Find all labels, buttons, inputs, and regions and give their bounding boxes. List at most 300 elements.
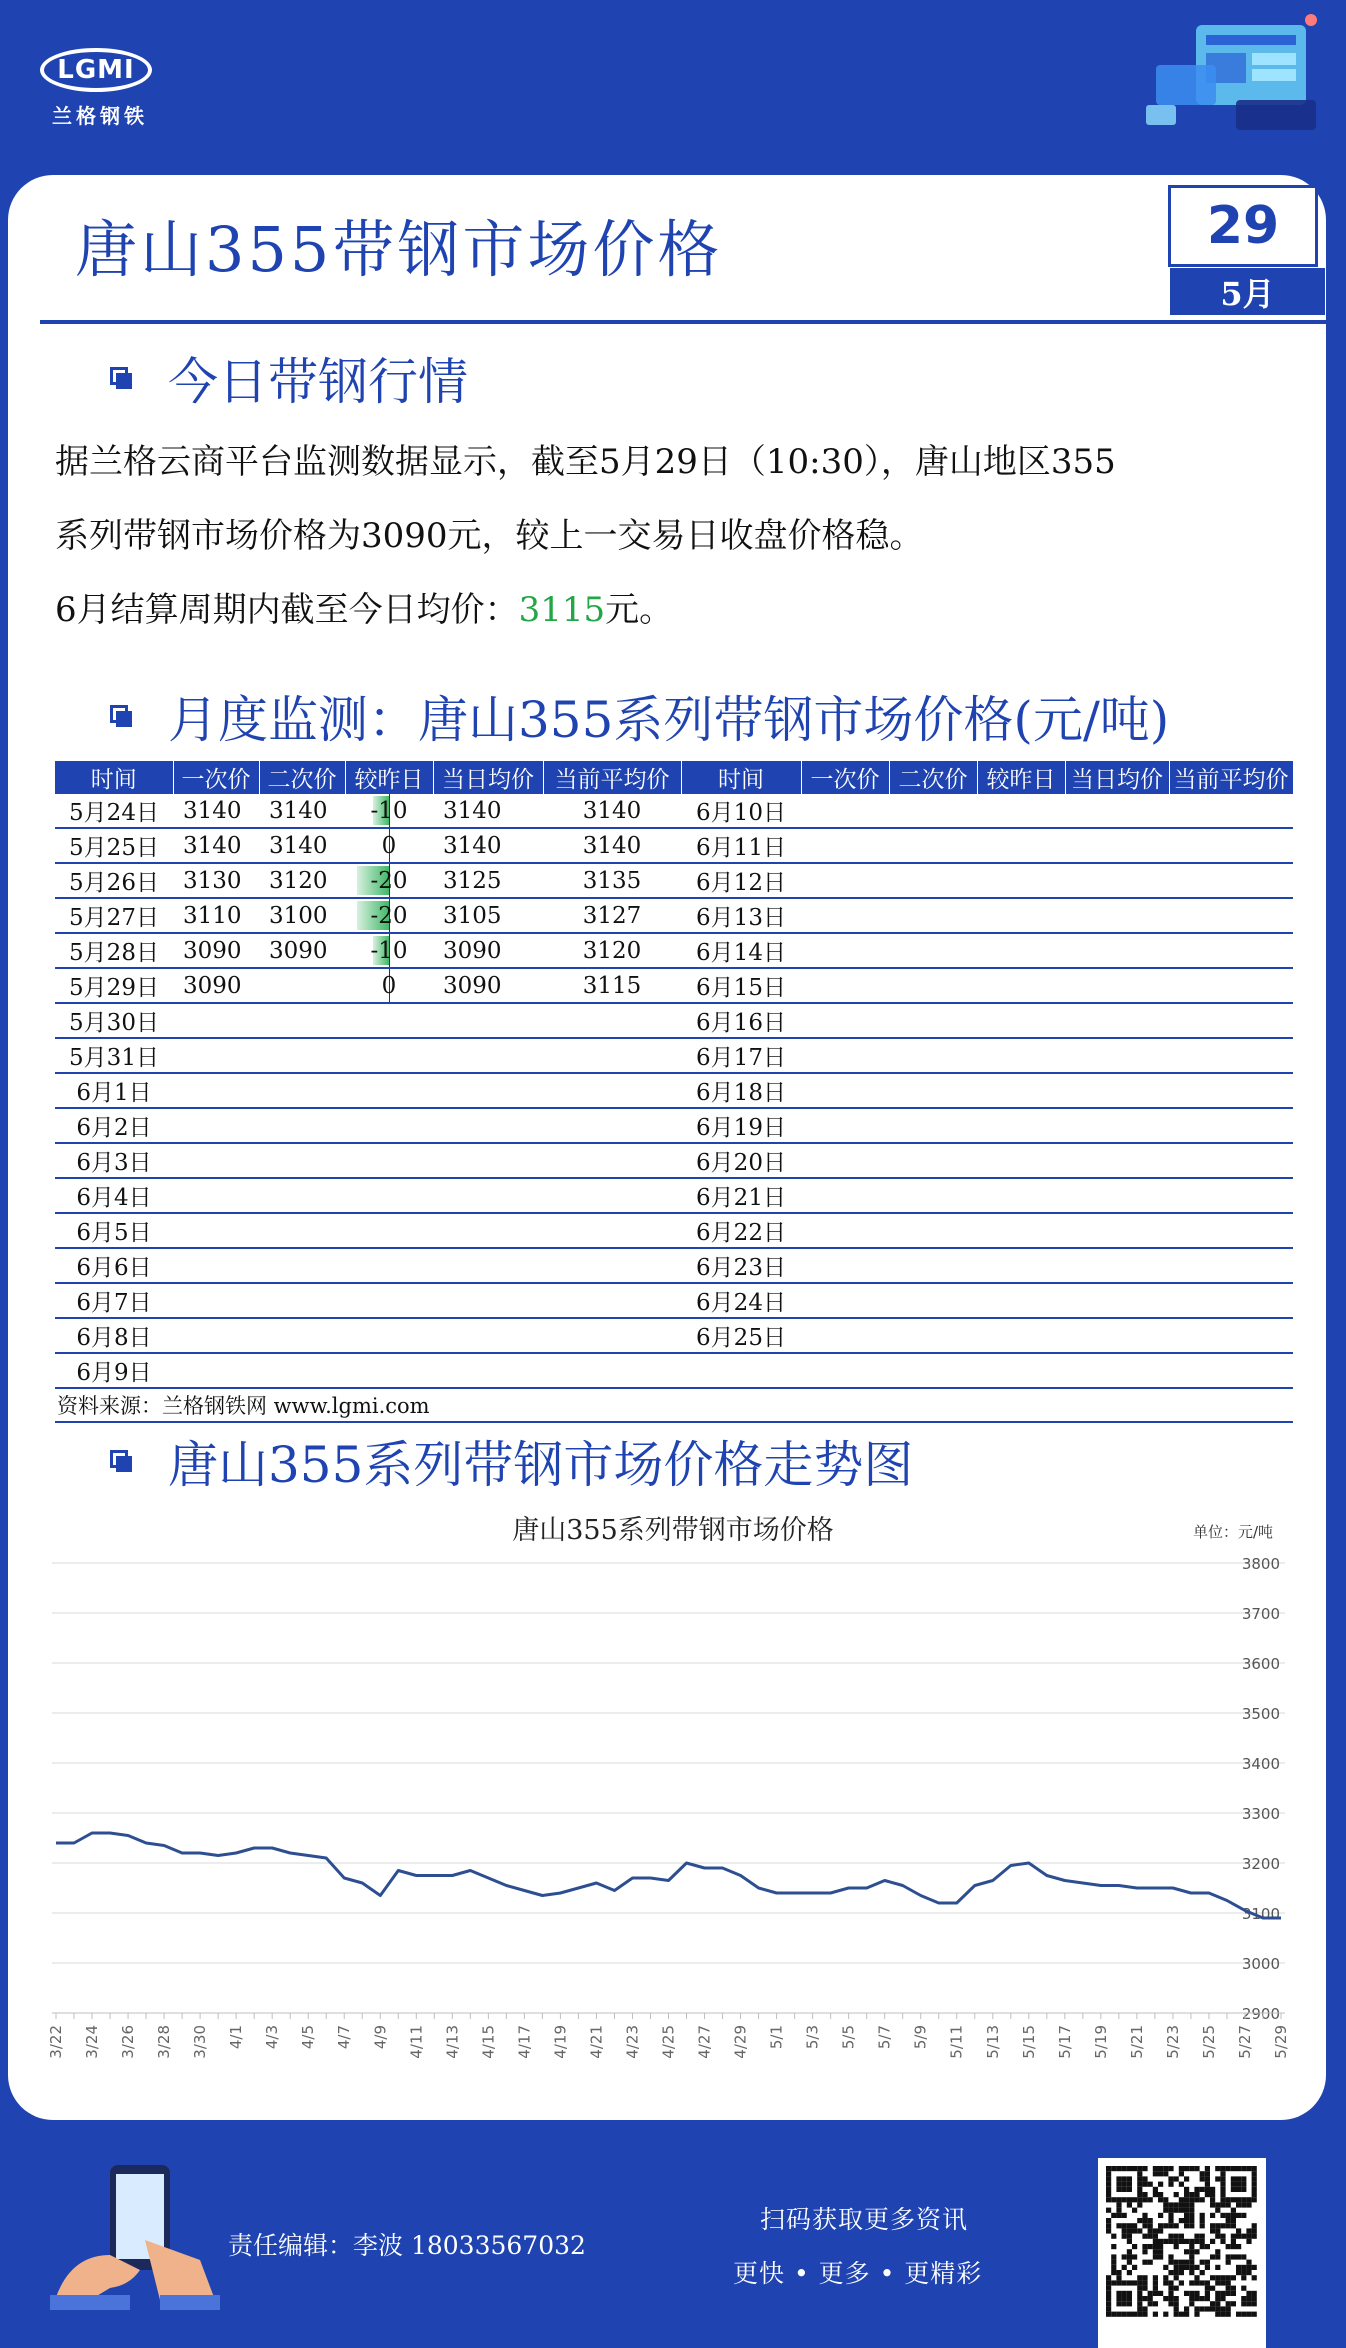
qr-module bbox=[1148, 2291, 1153, 2296]
phone-in-hand-icon bbox=[50, 2160, 220, 2310]
table-row bbox=[55, 1213, 1293, 1248]
x-tick-label: 4/9 bbox=[371, 2025, 389, 2049]
qr-module bbox=[1252, 2223, 1257, 2228]
y-tick-label: 3300 bbox=[1242, 1805, 1280, 1823]
qr-module bbox=[1168, 2239, 1173, 2244]
qr-module bbox=[1231, 2239, 1236, 2244]
x-tick-label: 4/29 bbox=[732, 2025, 750, 2059]
first-price-cell bbox=[801, 863, 889, 898]
qr-module bbox=[1137, 2202, 1142, 2207]
qr-module bbox=[1127, 2291, 1132, 2296]
date-cell: 6月11日 bbox=[681, 828, 801, 863]
current-average-cell bbox=[1169, 1003, 1293, 1038]
qr-module bbox=[1220, 2223, 1225, 2228]
y-tick-label: 3200 bbox=[1242, 1855, 1280, 1873]
qr-module bbox=[1241, 2296, 1246, 2301]
qr-module bbox=[1231, 2244, 1236, 2249]
qr-module bbox=[1174, 2270, 1179, 2275]
qr-module bbox=[1184, 2208, 1189, 2213]
daily-average-cell: 3125 bbox=[433, 863, 543, 898]
qr-module bbox=[1116, 2208, 1121, 2213]
qr-module bbox=[1252, 2182, 1257, 2187]
date-cell: 6月17日 bbox=[681, 1038, 801, 1073]
daily-average-cell bbox=[1065, 1283, 1169, 1318]
qr-module bbox=[1231, 2254, 1236, 2259]
date-cell: 6月20日 bbox=[681, 1143, 801, 1178]
qr-module bbox=[1252, 2234, 1257, 2239]
qr-module bbox=[1184, 2249, 1189, 2254]
table-row bbox=[55, 794, 1293, 828]
qr-module bbox=[1200, 2270, 1205, 2275]
date-cell: 6月9日 bbox=[55, 1353, 173, 1388]
qr-module bbox=[1132, 2280, 1137, 2285]
qr-module bbox=[1189, 2244, 1194, 2249]
x-tick-label: 5/5 bbox=[840, 2025, 858, 2049]
qr-module bbox=[1189, 2192, 1194, 2197]
y-tick-label: 3500 bbox=[1242, 1705, 1280, 1723]
qr-module bbox=[1215, 2223, 1220, 2228]
qr-module bbox=[1184, 2291, 1189, 2296]
qr-module bbox=[1127, 2296, 1132, 2301]
qr-module bbox=[1220, 2171, 1225, 2176]
qr-module bbox=[1226, 2244, 1231, 2249]
qr-module bbox=[1189, 2260, 1194, 2265]
qr-module bbox=[1252, 2275, 1257, 2280]
qr-module bbox=[1215, 2208, 1220, 2213]
table-row bbox=[55, 1073, 1293, 1108]
date-cell: 6月5日 bbox=[55, 1213, 173, 1248]
x-tick-label: 4/15 bbox=[479, 2025, 497, 2059]
qr-module bbox=[1231, 2208, 1236, 2213]
daily-average-cell bbox=[433, 1353, 543, 1388]
qr-module bbox=[1142, 2260, 1147, 2265]
qr-module bbox=[1236, 2244, 1241, 2249]
second-price-cell bbox=[889, 1108, 977, 1143]
qr-module bbox=[1168, 2218, 1173, 2223]
qr-module bbox=[1179, 2234, 1184, 2239]
qr-module bbox=[1116, 2213, 1121, 2218]
change-value: -20 bbox=[370, 903, 407, 929]
second-price-cell: 3120 bbox=[259, 863, 345, 898]
qr-module bbox=[1127, 2182, 1132, 2187]
table-row bbox=[55, 1003, 1293, 1038]
qr-module bbox=[1236, 2213, 1241, 2218]
change-cell bbox=[977, 1178, 1065, 1213]
qr-module bbox=[1158, 2249, 1163, 2254]
qr-module bbox=[1205, 2260, 1210, 2265]
qr-module bbox=[1179, 2208, 1184, 2213]
qr-module bbox=[1174, 2265, 1179, 2270]
qr-module bbox=[1142, 2197, 1147, 2202]
first-price-cell: 3140 bbox=[173, 828, 259, 863]
qr-module bbox=[1210, 2275, 1215, 2280]
qr-module bbox=[1215, 2312, 1220, 2317]
change-cell bbox=[345, 933, 433, 968]
qr-module bbox=[1127, 2249, 1132, 2254]
qr-module bbox=[1168, 2291, 1173, 2296]
first-price-cell bbox=[801, 1283, 889, 1318]
qr-module bbox=[1137, 2312, 1142, 2317]
qr-module bbox=[1205, 2187, 1210, 2192]
qr-module bbox=[1246, 2291, 1251, 2296]
change-value: 0 bbox=[382, 973, 397, 999]
current-average-cell bbox=[543, 1353, 681, 1388]
daily-average-cell bbox=[433, 1038, 543, 1073]
qr-module bbox=[1153, 2280, 1158, 2285]
qr-module bbox=[1168, 2202, 1173, 2207]
first-price-cell bbox=[173, 1038, 259, 1073]
second-price-cell bbox=[889, 1143, 977, 1178]
change-cell bbox=[977, 794, 1065, 828]
qr-module bbox=[1241, 2176, 1246, 2181]
current-average-cell bbox=[1169, 968, 1293, 1003]
price-monitor-table bbox=[55, 761, 1294, 1423]
x-tick-label: 3/24 bbox=[83, 2025, 101, 2059]
qr-module bbox=[1210, 2239, 1215, 2244]
qr-module bbox=[1174, 2275, 1179, 2280]
qr-module bbox=[1127, 2228, 1132, 2233]
date-cell: 5月25日 bbox=[55, 828, 173, 863]
qr-module bbox=[1142, 2176, 1147, 2181]
qr-module bbox=[1200, 2296, 1205, 2301]
qr-module bbox=[1122, 2182, 1127, 2187]
qr-module bbox=[1226, 2301, 1231, 2306]
table-row bbox=[55, 828, 1293, 863]
current-average-cell bbox=[1169, 1353, 1293, 1388]
qr-module bbox=[1200, 2197, 1205, 2202]
qr-module bbox=[1236, 2182, 1241, 2187]
x-tick-label: 4/11 bbox=[407, 2025, 425, 2059]
qr-module bbox=[1215, 2301, 1220, 2306]
column-header: 一次价 bbox=[173, 761, 259, 794]
qr-module bbox=[1174, 2208, 1179, 2213]
date-cell: 6月6日 bbox=[55, 1248, 173, 1283]
current-average-cell bbox=[1169, 1143, 1293, 1178]
qr-module bbox=[1137, 2306, 1142, 2311]
qr-module bbox=[1153, 2239, 1158, 2244]
date-cell: 6月7日 bbox=[55, 1283, 173, 1318]
qr-module bbox=[1163, 2280, 1168, 2285]
qr-module bbox=[1142, 2306, 1147, 2311]
qr-module bbox=[1210, 2192, 1215, 2197]
x-tick-label: 5/29 bbox=[1272, 2025, 1290, 2059]
current-average-cell bbox=[543, 1213, 681, 1248]
y-tick-label: 2900 bbox=[1242, 2005, 1280, 2023]
qr-module bbox=[1132, 2223, 1137, 2228]
qr-module bbox=[1184, 2202, 1189, 2207]
qr-module bbox=[1122, 2228, 1127, 2233]
qr-module bbox=[1158, 2192, 1163, 2197]
qr-module bbox=[1210, 2286, 1215, 2291]
qr-module bbox=[1163, 2239, 1168, 2244]
change-cell bbox=[977, 1143, 1065, 1178]
qr-module bbox=[1158, 2223, 1163, 2228]
qr-module bbox=[1137, 2275, 1142, 2280]
qr-module bbox=[1153, 2228, 1158, 2233]
qr-module bbox=[1220, 2192, 1225, 2197]
source-row bbox=[55, 1388, 1293, 1422]
qr-module bbox=[1174, 2202, 1179, 2207]
qr-module bbox=[1168, 2301, 1173, 2306]
daily-average-cell bbox=[433, 1073, 543, 1108]
brand-logo bbox=[40, 48, 160, 129]
qr-module bbox=[1200, 2260, 1205, 2265]
x-tick-label: 5/21 bbox=[1128, 2025, 1146, 2059]
qr-module bbox=[1236, 2234, 1241, 2239]
qr-code-icon[interactable] bbox=[1098, 2158, 1266, 2348]
section-monitor bbox=[110, 680, 1169, 752]
qr-module bbox=[1168, 2270, 1173, 2275]
daily-average-cell: 3090 bbox=[433, 933, 543, 968]
date-month: 5月 bbox=[1170, 268, 1325, 315]
x-tick-label: 3/30 bbox=[191, 2025, 209, 2059]
second-price-cell bbox=[259, 1003, 345, 1038]
qr-module bbox=[1236, 2270, 1241, 2275]
qr-module bbox=[1174, 2306, 1179, 2311]
qr-module bbox=[1168, 2213, 1173, 2218]
change-cell bbox=[977, 1003, 1065, 1038]
qr-module bbox=[1137, 2291, 1142, 2296]
chart-title: 唐山355系列带钢市场价格 bbox=[0, 1508, 1346, 1547]
table-row bbox=[55, 968, 1293, 1003]
current-average-cell bbox=[543, 1143, 681, 1178]
current-average-cell bbox=[543, 1073, 681, 1108]
qr-module bbox=[1137, 2218, 1142, 2223]
qr-module bbox=[1116, 2176, 1121, 2181]
date-cell: 6月12日 bbox=[681, 863, 801, 898]
qr-module bbox=[1168, 2296, 1173, 2301]
second-price-cell bbox=[259, 1283, 345, 1318]
qr-module bbox=[1116, 2291, 1121, 2296]
date-cell: 5月26日 bbox=[55, 863, 173, 898]
daily-average-cell bbox=[433, 1248, 543, 1283]
column-header: 时间 bbox=[55, 761, 173, 794]
second-price-cell bbox=[259, 1108, 345, 1143]
section-square-icon bbox=[110, 1450, 132, 1472]
date-cell: 5月30日 bbox=[55, 1003, 173, 1038]
table-row bbox=[55, 898, 1293, 933]
qr-module bbox=[1122, 2301, 1127, 2306]
date-cell: 5月28日 bbox=[55, 933, 173, 968]
current-average-cell bbox=[543, 1248, 681, 1283]
x-tick-label: 4/1 bbox=[227, 2025, 245, 2049]
qr-module bbox=[1184, 2213, 1189, 2218]
date-cell: 6月24日 bbox=[681, 1283, 801, 1318]
qr-module bbox=[1116, 2275, 1121, 2280]
date-cell: 6月14日 bbox=[681, 933, 801, 968]
first-price-cell bbox=[801, 828, 889, 863]
qr-module bbox=[1116, 2301, 1121, 2306]
qr-module bbox=[1142, 2234, 1147, 2239]
qr-module bbox=[1174, 2176, 1179, 2181]
y-tick-label: 3100 bbox=[1242, 1905, 1280, 1923]
qr-module bbox=[1111, 2260, 1116, 2265]
qr-module bbox=[1220, 2182, 1225, 2187]
qr-module bbox=[1226, 2218, 1231, 2223]
current-average-cell bbox=[1169, 1213, 1293, 1248]
qr-module bbox=[1168, 2182, 1173, 2187]
qr-module bbox=[1153, 2275, 1158, 2280]
second-price-cell: 3090 bbox=[259, 933, 345, 968]
chart-unit-label: 单位：元/吨 bbox=[1193, 1521, 1273, 1542]
daily-average-cell bbox=[1065, 1143, 1169, 1178]
qr-module bbox=[1231, 2291, 1236, 2296]
qr-module bbox=[1252, 2301, 1257, 2306]
section-square-icon bbox=[110, 367, 132, 389]
qr-module bbox=[1106, 2223, 1111, 2228]
qr-module bbox=[1231, 2234, 1236, 2239]
qr-module bbox=[1189, 2296, 1194, 2301]
first-price-cell bbox=[801, 968, 889, 1003]
qr-module bbox=[1153, 2249, 1158, 2254]
qr-module bbox=[1215, 2265, 1220, 2270]
x-tick-label: 3/26 bbox=[119, 2025, 137, 2059]
qr-module bbox=[1142, 2286, 1147, 2291]
x-tick-label: 5/17 bbox=[1056, 2025, 1074, 2059]
second-price-cell bbox=[889, 1178, 977, 1213]
change-cell bbox=[345, 794, 433, 828]
qr-module bbox=[1127, 2197, 1132, 2202]
qr-module bbox=[1174, 2260, 1179, 2265]
daily-average-cell bbox=[1065, 968, 1169, 1003]
qr-module bbox=[1194, 2249, 1199, 2254]
qr-module bbox=[1158, 2171, 1163, 2176]
avg-suffix: 元。 bbox=[605, 590, 673, 630]
qr-module bbox=[1226, 2312, 1231, 2317]
table-row bbox=[55, 1178, 1293, 1213]
daily-average-cell bbox=[1065, 933, 1169, 968]
qr-module bbox=[1246, 2301, 1251, 2306]
qr-module bbox=[1194, 2306, 1199, 2311]
date-cell: 6月2日 bbox=[55, 1108, 173, 1143]
first-price-cell bbox=[173, 1178, 259, 1213]
qr-module bbox=[1106, 2208, 1111, 2213]
qr-module bbox=[1246, 2197, 1251, 2202]
qr-module bbox=[1189, 2202, 1194, 2207]
first-price-cell bbox=[173, 1108, 259, 1143]
qr-module bbox=[1184, 2265, 1189, 2270]
qr-module bbox=[1142, 2182, 1147, 2187]
qr-module bbox=[1168, 2234, 1173, 2239]
qr-module bbox=[1241, 2213, 1246, 2218]
change-cell bbox=[977, 828, 1065, 863]
qr-module bbox=[1106, 2306, 1111, 2311]
qr-module bbox=[1163, 2296, 1168, 2301]
qr-module bbox=[1226, 2166, 1231, 2171]
qr-module bbox=[1246, 2312, 1251, 2317]
qr-module bbox=[1226, 2260, 1231, 2265]
today-line-2: 系列带钢市场价格为3090元，较上一交易日收盘价格稳。 bbox=[55, 499, 1295, 573]
qr-module bbox=[1179, 2270, 1184, 2275]
change-cell bbox=[977, 1213, 1065, 1248]
x-tick-label: 4/7 bbox=[335, 2025, 353, 2049]
change-cell bbox=[345, 1213, 433, 1248]
qr-module bbox=[1226, 2306, 1231, 2311]
change-cell bbox=[977, 933, 1065, 968]
first-price-cell bbox=[173, 1283, 259, 1318]
date-cell: 5月29日 bbox=[55, 968, 173, 1003]
daily-average-cell bbox=[1065, 863, 1169, 898]
qr-module bbox=[1127, 2166, 1132, 2171]
current-average-cell bbox=[1169, 828, 1293, 863]
date-cell: 6月23日 bbox=[681, 1248, 801, 1283]
qr-module bbox=[1189, 2197, 1194, 2202]
daily-average-cell bbox=[1065, 1213, 1169, 1248]
qr-module bbox=[1220, 2213, 1225, 2218]
first-price-cell bbox=[801, 898, 889, 933]
current-average-cell bbox=[543, 1038, 681, 1073]
title-divider bbox=[40, 320, 1330, 324]
qr-module bbox=[1106, 2312, 1111, 2317]
change-cell bbox=[345, 828, 433, 863]
qr-module bbox=[1153, 2254, 1158, 2259]
qr-module bbox=[1200, 2218, 1205, 2223]
current-average-cell bbox=[1169, 1248, 1293, 1283]
qr-module bbox=[1174, 2244, 1179, 2249]
x-tick-label: 5/9 bbox=[912, 2025, 930, 2049]
qr-module bbox=[1137, 2296, 1142, 2301]
second-price-cell: 3140 bbox=[259, 828, 345, 863]
qr-module bbox=[1153, 2301, 1158, 2306]
qr-module bbox=[1194, 2275, 1199, 2280]
change-cell bbox=[345, 1073, 433, 1108]
current-average-cell bbox=[1169, 1318, 1293, 1353]
qr-module bbox=[1220, 2176, 1225, 2181]
second-price-cell bbox=[889, 794, 977, 828]
first-price-cell bbox=[173, 1213, 259, 1248]
qr-module bbox=[1210, 2301, 1215, 2306]
qr-module bbox=[1116, 2223, 1121, 2228]
first-price-cell bbox=[801, 1248, 889, 1283]
current-average-cell bbox=[543, 1108, 681, 1143]
second-price-cell bbox=[259, 1318, 345, 1353]
today-average-line bbox=[55, 573, 1295, 647]
qr-module bbox=[1106, 2182, 1111, 2187]
qr-module bbox=[1116, 2166, 1121, 2171]
table-row bbox=[55, 1143, 1293, 1178]
daily-average-cell bbox=[1065, 1318, 1169, 1353]
change-cell bbox=[345, 1248, 433, 1283]
qr-module bbox=[1122, 2176, 1127, 2181]
qr-module bbox=[1215, 2228, 1220, 2233]
x-tick-label: 4/25 bbox=[660, 2025, 678, 2059]
qr-module bbox=[1226, 2197, 1231, 2202]
table-row bbox=[55, 1318, 1293, 1353]
qr-module bbox=[1200, 2234, 1205, 2239]
change-cell bbox=[977, 863, 1065, 898]
change-value: -20 bbox=[370, 868, 407, 894]
qr-module bbox=[1158, 2166, 1163, 2171]
qr-module bbox=[1184, 2197, 1189, 2202]
qr-module bbox=[1122, 2291, 1127, 2296]
first-price-cell bbox=[801, 1038, 889, 1073]
qr-module bbox=[1168, 2254, 1173, 2259]
qr-module bbox=[1184, 2192, 1189, 2197]
qr-module bbox=[1226, 2291, 1231, 2296]
qr-module bbox=[1116, 2312, 1121, 2317]
second-price-cell bbox=[259, 968, 345, 1003]
qr-module bbox=[1142, 2218, 1147, 2223]
qr-module bbox=[1220, 2312, 1225, 2317]
qr-module bbox=[1252, 2187, 1257, 2192]
qr-module bbox=[1174, 2223, 1179, 2228]
scan-tagline: 更快 • 更多 • 更精彩 bbox=[733, 2254, 982, 2290]
change-cell bbox=[977, 1038, 1065, 1073]
qr-module bbox=[1106, 2228, 1111, 2233]
qr-module bbox=[1252, 2228, 1257, 2233]
qr-module bbox=[1148, 2301, 1153, 2306]
qr-module bbox=[1246, 2228, 1251, 2233]
